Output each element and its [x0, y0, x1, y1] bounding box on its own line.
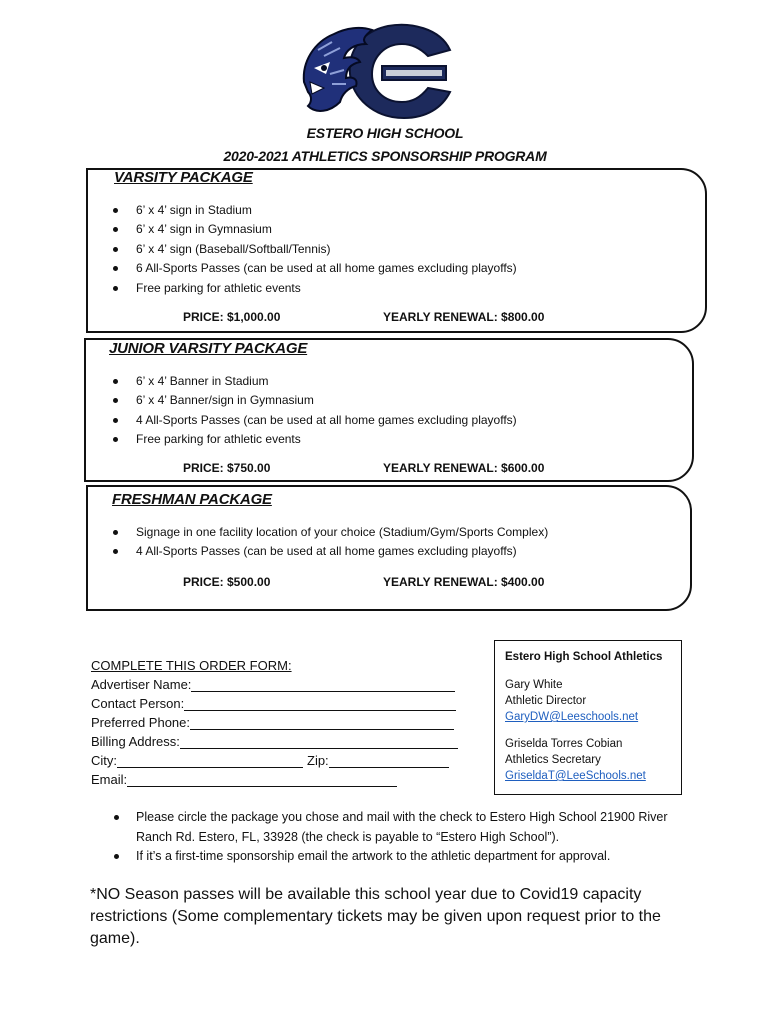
billing-address-label: Billing Address:	[91, 734, 180, 749]
list-item: Free parking for athletic events	[110, 430, 517, 449]
varsity-renewal: YEARLY RENEWAL: $800.00	[383, 310, 545, 324]
order-form	[91, 656, 471, 789]
freshman-package-title: FRESHMAN PACKAGE	[112, 491, 272, 508]
advertiser-name-label: Advertiser Name:	[91, 677, 192, 692]
junior-varsity-package-title: JUNIOR VARSITY PACKAGE	[109, 340, 308, 357]
secretary-email-link[interactable]: GriseldaT@LeeSchools.net	[505, 770, 646, 782]
freshman-renewal: YEARLY RENEWAL: $400.00	[383, 575, 545, 589]
list-item: Free parking for athletic events	[110, 279, 517, 298]
billing-address-field[interactable]	[180, 733, 458, 749]
order-form-heading: COMPLETE THIS ORDER FORM:	[91, 658, 292, 673]
list-item: Please circle the package you chose and mail with the check to Estero High School 21900 River Ranch Rd. Estero, FL, 33928 (the check is payable to “Estero High School”).	[110, 808, 700, 847]
list-item: 6’ x 4’ sign in Stadium	[110, 201, 517, 220]
program-title: 2020-2021 ATHLETICS SPONSORSHIP PROGRAM	[223, 148, 547, 164]
city-field[interactable]	[117, 752, 303, 768]
list-item: 4 All-Sports Passes (can be used at all home games excluding playoffs)	[110, 411, 517, 430]
list-item: If it’s a first-time sponsorship email the artwork to the athletic department for approval.	[110, 847, 700, 867]
junior-varsity-renewal: YEARLY RENEWAL: $600.00	[383, 461, 545, 475]
preferred-phone-label: Preferred Phone:	[91, 715, 191, 730]
secretary-title: Athletics Secretary	[505, 754, 601, 766]
list-item: 6’ x 4’ Banner/sign in Gymnasium	[110, 391, 517, 410]
list-item: 6’ x 4’ sign in Gymnasium	[110, 220, 517, 239]
athletics-contact-box	[494, 640, 682, 795]
advertiser-name-field[interactable]	[191, 676, 455, 692]
list-item: 4 All-Sports Passes (can be used at all home games excluding playoffs)	[110, 542, 548, 561]
contact-person-field[interactable]	[184, 695, 456, 711]
freshman-package-items	[110, 523, 548, 562]
varsity-package-items	[110, 201, 517, 298]
junior-varsity-price: PRICE: $750.00	[183, 461, 271, 475]
city-label: City:	[91, 753, 117, 768]
covid-notice: *NO Season passes will be available this school year due to Covid19 capacity restrictions (Some complementary tickets may be given upon request prior to the game).	[90, 886, 661, 947]
preferred-phone-field[interactable]	[190, 714, 454, 730]
varsity-price: PRICE: $1,000.00	[183, 310, 281, 324]
junior-varsity-package-items	[110, 372, 517, 450]
zip-label: Zip:	[307, 753, 329, 768]
director-email-link[interactable]: GaryDW@Leeschools.net	[505, 711, 639, 723]
list-item: Signage in one facility location of your choice (Stadium/Gym/Sports Complex)	[110, 523, 548, 542]
contact-person-label: Contact Person:	[91, 696, 185, 711]
estero-wildcat-logo-icon	[300, 22, 452, 122]
email-label: Email:	[91, 772, 128, 787]
instructions-list	[110, 808, 700, 867]
zip-field[interactable]	[329, 752, 449, 768]
list-item: 6’ x 4’ sign (Baseball/Softball/Tennis)	[110, 240, 517, 259]
school-name: ESTERO HIGH SCHOOL	[306, 125, 464, 141]
secretary-name: Griselda Torres Cobian	[505, 738, 623, 750]
list-item: 6’ x 4’ Banner in Stadium	[110, 372, 517, 391]
list-item: 6 All-Sports Passes (can be used at all home games excluding playoffs)	[110, 259, 517, 278]
freshman-price: PRICE: $500.00	[183, 575, 271, 589]
email-field[interactable]	[127, 771, 397, 787]
director-name: Gary White	[505, 679, 563, 691]
director-title: Athletic Director	[505, 695, 587, 707]
contact-box-heading: Estero High School Athletics	[505, 651, 663, 663]
varsity-package-title: VARSITY PACKAGE	[114, 169, 253, 186]
